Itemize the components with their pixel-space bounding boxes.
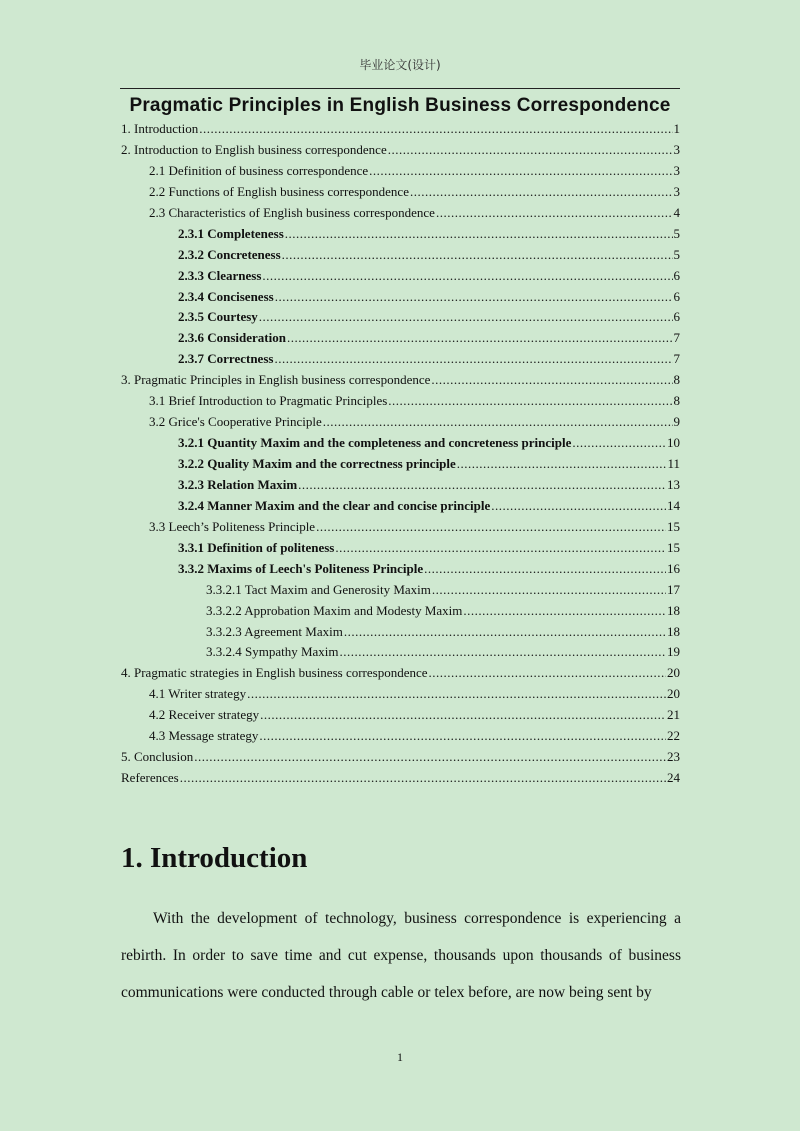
toc-entry[interactable] <box>121 517 680 538</box>
toc-entry-title: 2. Introduction to English business correspondence <box>121 141 387 157</box>
toc-entry[interactable] <box>121 391 680 412</box>
toc-leader-dots <box>259 726 666 747</box>
toc-leader-dots <box>282 245 673 266</box>
toc-entry-title: 3.2.4 Manner Maxim and the clear and concise principle <box>178 497 491 513</box>
toc-leader-dots <box>323 412 673 433</box>
toc-leader-dots <box>340 642 666 663</box>
toc-entry-title: 4.1 Writer strategy <box>149 686 247 702</box>
page-header: 毕业论文(设计) <box>359 58 441 72</box>
toc-leader-dots <box>457 454 667 475</box>
toc-leader-dots <box>424 559 666 580</box>
document-title: Pragmatic Principles in English Business Correspondence <box>129 95 671 116</box>
toc-entry-page: 6 <box>673 267 680 283</box>
toc-entry-title: 3. Pragmatic Principles in English business correspondence <box>121 372 431 388</box>
toc-entry[interactable] <box>121 726 680 747</box>
toc-leader-dots <box>344 622 666 643</box>
toc-entry-title: 1. Introduction <box>121 121 199 136</box>
toc-entry-title: 2.3.3 Clearness <box>178 267 262 283</box>
toc-leader-dots <box>287 328 673 349</box>
toc-entry[interactable] <box>121 287 680 308</box>
toc-entry-title: 3.3 Leech’s Politeness Principle <box>149 518 316 534</box>
toc-entry-title: 3.1 Brief Introduction to Pragmatic Principles <box>149 393 388 409</box>
toc-entry[interactable] <box>121 684 680 705</box>
toc-leader-dots <box>247 684 666 705</box>
toc-leader-dots <box>431 370 672 391</box>
toc-entry-page: 22 <box>667 728 680 744</box>
toc-entry-page: 19 <box>667 644 680 660</box>
toc-entry-page: 11 <box>667 456 680 471</box>
toc-entry-title: 3.3.2.2 Approbation Maxim and Modesty Maxim <box>206 602 463 618</box>
toc-entry[interactable] <box>121 349 680 370</box>
toc-entry-page: 8 <box>673 393 680 409</box>
toc-entry-page: 18 <box>667 602 680 618</box>
toc-leader-dots <box>463 601 666 622</box>
toc-entry-page: 20 <box>667 665 680 681</box>
toc-entry-title: 3.2.3 Relation Maxim <box>178 476 298 492</box>
body-paragraph: With the development of technology, business correspondence is experiencing a rebirth. In order to save time and cut expense, thousands upon thousands of business communications were conducted through cable or telex before, are now being sent by <box>121 910 681 1001</box>
toc-entry-page: 16 <box>667 560 680 576</box>
toc-leader-dots <box>194 747 666 768</box>
toc-leader-dots <box>260 705 666 726</box>
toc-entry-page: 1 <box>673 121 680 136</box>
toc-leader-dots <box>410 182 673 203</box>
toc-entry-page: 4 <box>673 204 680 220</box>
toc-leader-dots <box>436 203 673 224</box>
toc-entry-page: 9 <box>673 414 680 430</box>
toc-entry[interactable] <box>121 580 680 601</box>
toc-entry[interactable] <box>121 161 680 182</box>
toc-entry[interactable] <box>121 538 680 559</box>
toc-leader-dots <box>275 287 673 308</box>
toc-entry-page: 7 <box>673 351 680 367</box>
toc-entry-page: 15 <box>667 539 680 555</box>
toc-entry-title: References <box>121 770 179 786</box>
toc-entry-page: 23 <box>667 749 680 765</box>
toc-entry-title: 3.3.2.3 Agreement Maxim <box>206 623 343 639</box>
toc-entry-title: 3.2 Grice's Cooperative Principle <box>149 414 322 430</box>
toc-entry-title: 2.3.6 Consideration <box>178 330 286 346</box>
toc-entry-page: 10 <box>667 435 680 451</box>
toc-entry-page: 7 <box>673 330 680 346</box>
toc-leader-dots <box>388 391 672 412</box>
toc-entry-title: 3.3.2.4 Sympathy Maxim <box>206 644 339 660</box>
toc-entry-page: 3 <box>673 141 680 157</box>
header-rule <box>120 88 680 89</box>
toc-entry-title: 2.3.7 Correctness <box>178 351 274 367</box>
toc-entry-title: 5. Conclusion <box>121 749 194 765</box>
toc-leader-dots <box>429 663 666 684</box>
toc-entry-title: 2.1 Definition of business correspondence <box>149 162 369 178</box>
toc-leader-dots <box>369 161 672 182</box>
toc-entry-page: 5 <box>673 225 680 241</box>
toc-entry-title: 4. Pragmatic strategies in English business correspondence <box>121 665 428 681</box>
toc-entry[interactable] <box>121 642 680 663</box>
toc-entry-page: 6 <box>673 288 680 304</box>
toc-entry-page: 18 <box>667 623 680 639</box>
toc-leader-dots <box>432 580 666 601</box>
toc-entry[interactable] <box>121 601 680 622</box>
toc-entry[interactable] <box>121 622 680 643</box>
toc-entry[interactable] <box>121 747 680 768</box>
toc-entry-title: 3.3.2.1 Tact Maxim and Generosity Maxim <box>206 581 431 597</box>
toc-leader-dots <box>274 349 672 370</box>
toc-entry-title: 3.2.1 Quantity Maxim and the completeness and concreteness principle <box>178 435 572 451</box>
toc-entry-title: 2.3.4 Conciseness <box>178 288 274 304</box>
toc-entry-page: 6 <box>673 309 680 325</box>
toc-entry[interactable] <box>121 663 680 684</box>
toc-leader-dots <box>572 433 666 454</box>
toc-leader-dots <box>298 475 666 496</box>
toc-entry-page: 8 <box>673 372 680 388</box>
toc-leader-dots <box>335 538 666 559</box>
toc-entry[interactable] <box>121 412 680 433</box>
toc-leader-dots <box>285 224 673 245</box>
toc-entry[interactable] <box>121 705 680 726</box>
toc-entry[interactable] <box>121 768 680 789</box>
toc-entry-page: 14 <box>667 497 680 513</box>
toc-entry[interactable] <box>121 203 680 224</box>
toc-entry-title: 4.3 Message strategy <box>149 728 259 744</box>
toc-entry[interactable] <box>121 266 680 287</box>
toc-entry-title: 2.3 Characteristics of English business correspondence <box>149 204 435 220</box>
toc-leader-dots <box>262 266 672 287</box>
toc-entry[interactable] <box>121 224 680 245</box>
toc-entry[interactable] <box>121 140 680 161</box>
toc-leader-dots <box>316 517 666 538</box>
toc-entry-page: 13 <box>667 476 680 492</box>
toc-entry-title: 3.2.2 Quality Maxim and the correctness principle <box>178 456 456 471</box>
toc-entry-title: 2.3.5 Courtesy <box>178 309 258 325</box>
toc-entry[interactable] <box>121 559 680 580</box>
toc-entry-page: 20 <box>667 686 680 702</box>
toc-leader-dots <box>259 307 673 328</box>
toc-entry-page: 3 <box>673 183 680 199</box>
toc-leader-dots <box>388 140 673 161</box>
toc-leader-dots <box>491 496 666 517</box>
toc-entry[interactable] <box>121 182 680 203</box>
toc-entry[interactable] <box>121 328 680 349</box>
toc-entry[interactable] <box>121 433 680 454</box>
page-number: 1 <box>397 1050 403 1064</box>
section-heading: 1. Introduction <box>121 842 308 874</box>
toc-entry[interactable] <box>121 454 680 475</box>
toc-entry[interactable] <box>121 475 680 496</box>
toc-entry[interactable] <box>121 245 680 266</box>
toc-leader-dots <box>180 768 666 789</box>
toc-entry-title: 2.3.2 Concreteness <box>178 246 281 262</box>
toc-entry-page: 15 <box>667 518 680 534</box>
toc-entry-page: 3 <box>673 162 680 178</box>
toc-entry-page: 21 <box>667 707 680 723</box>
toc-entry-title: 3.3.2 Maxims of Leech's Politeness Principle <box>178 560 424 576</box>
toc-entry[interactable] <box>121 496 680 517</box>
toc-entry-page: 17 <box>667 581 680 597</box>
toc-entry[interactable] <box>121 370 680 391</box>
toc-entry-title: 2.3.1 Completeness <box>178 225 284 241</box>
toc-entry[interactable] <box>121 307 680 328</box>
toc-entry-page: 24 <box>667 770 680 786</box>
table-of-contents <box>121 119 680 789</box>
toc-entry-title: 2.2 Functions of English business correspondence <box>149 183 409 199</box>
toc-leader-dots <box>199 119 672 140</box>
toc-entry-page: 5 <box>673 246 680 262</box>
toc-entry-title: 4.2 Receiver strategy <box>149 707 260 723</box>
toc-entry-title: 3.3.1 Definition of politeness <box>178 539 335 555</box>
toc-entry[interactable] <box>121 119 680 140</box>
